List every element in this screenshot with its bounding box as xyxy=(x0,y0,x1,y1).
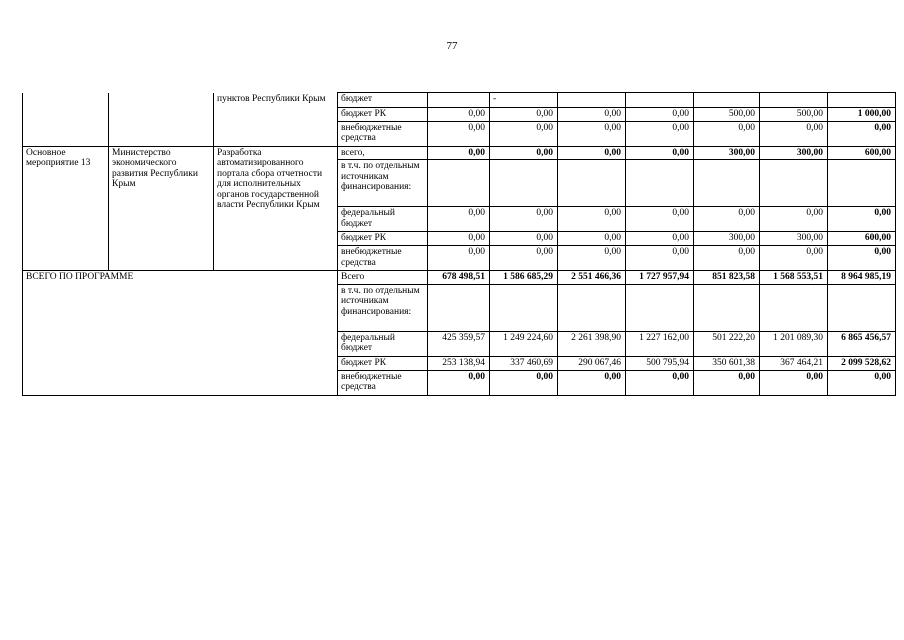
value-cell: 290 067,46 xyxy=(558,356,626,370)
value-cell xyxy=(828,93,896,108)
value-cell: 0,00 xyxy=(828,207,896,232)
measure-title: Основное мероприятие 13 xyxy=(23,146,109,271)
value-cell: 1 727 957,94 xyxy=(626,271,694,285)
value-cell: 0,00 xyxy=(490,121,558,146)
source-cell: федеральный бюджет xyxy=(338,207,428,232)
value-cell: 0,00 xyxy=(828,246,896,271)
value-cell: 0,00 xyxy=(626,246,694,271)
value-cell: 367 464,21 xyxy=(760,356,828,370)
value-cell: 0,00 xyxy=(558,370,626,395)
table-row xyxy=(23,93,896,108)
value-cell: 0,00 xyxy=(694,207,760,232)
value-cell: 0,00 xyxy=(558,121,626,146)
value-cell xyxy=(428,160,490,207)
value-cell xyxy=(490,160,558,207)
value-cell xyxy=(694,93,760,108)
value-cell: 300,00 xyxy=(694,232,760,246)
value-cell: 2 261 398,90 xyxy=(558,331,626,356)
value-cell: 0,00 xyxy=(558,232,626,246)
value-cell: 600,00 xyxy=(828,146,896,160)
value-cell: 253 138,94 xyxy=(428,356,490,370)
value-cell xyxy=(760,93,828,108)
value-cell: 0,00 xyxy=(490,232,558,246)
budget-table-body xyxy=(23,93,896,396)
value-cell: 337 460,69 xyxy=(490,356,558,370)
value-cell: 1 000,00 xyxy=(828,108,896,122)
value-cell: 0,00 xyxy=(490,146,558,160)
source-cell: бюджет РК xyxy=(338,356,428,370)
value-cell xyxy=(558,93,626,108)
total-title: ВСЕГО ПО ПРОГРАММЕ xyxy=(23,271,338,396)
value-cell: 0,00 xyxy=(694,370,760,395)
value-cell: 0,00 xyxy=(760,207,828,232)
value-cell: 0,00 xyxy=(626,146,694,160)
value-cell: 0,00 xyxy=(428,146,490,160)
value-cell: 0,00 xyxy=(626,108,694,122)
value-cell xyxy=(828,284,896,331)
source-cell: внебюджетные средства xyxy=(338,370,428,395)
value-cell: 1 568 553,51 xyxy=(760,271,828,285)
value-cell: 0,00 xyxy=(558,146,626,160)
value-cell: 0,00 xyxy=(626,121,694,146)
value-cell: 0,00 xyxy=(626,232,694,246)
value-cell: 0,00 xyxy=(428,246,490,271)
value-cell: 500 795,94 xyxy=(626,356,694,370)
value-cell xyxy=(626,160,694,207)
value-cell xyxy=(490,284,558,331)
value-cell: 500,00 xyxy=(760,108,828,122)
value-cell: 501 222,20 xyxy=(694,331,760,356)
value-cell xyxy=(694,284,760,331)
value-cell xyxy=(428,93,490,108)
value-cell xyxy=(428,284,490,331)
value-cell: 0,00 xyxy=(490,246,558,271)
value-cell: 0,00 xyxy=(428,370,490,395)
source-cell: Всего xyxy=(338,271,428,285)
value-cell: 1 227 162,00 xyxy=(626,331,694,356)
value-cell: 0,00 xyxy=(490,207,558,232)
source-cell: внебюджетные средства xyxy=(338,121,428,146)
value-cell: 0,00 xyxy=(626,370,694,395)
budget-table xyxy=(22,92,896,396)
value-cell: 0,00 xyxy=(558,108,626,122)
value-cell: 0,00 xyxy=(428,108,490,122)
page-number: 77 xyxy=(446,40,458,52)
value-cell: 300,00 xyxy=(694,146,760,160)
value-cell: 1 201 089,30 xyxy=(760,331,828,356)
value-cell xyxy=(558,284,626,331)
executor-cell-empty xyxy=(109,93,214,147)
measure-name: Разработка автоматизированного портала сбора отчетности для исполнительных органов государственной власти Республики Крым xyxy=(214,146,338,271)
value-cell: 1 586 685,29 xyxy=(490,271,558,285)
value-cell xyxy=(760,160,828,207)
value-cell xyxy=(626,93,694,108)
source-cell: в т.ч. по отдельным источникам финансирования: xyxy=(338,160,428,207)
source-cell: бюджет xyxy=(338,93,428,108)
value-cell: 2 099 528,62 xyxy=(828,356,896,370)
value-cell: 300,00 xyxy=(760,232,828,246)
value-cell xyxy=(558,160,626,207)
value-cell xyxy=(694,160,760,207)
value-cell xyxy=(828,160,896,207)
value-cell: 0,00 xyxy=(760,370,828,395)
value-cell: 0,00 xyxy=(558,207,626,232)
value-cell: 851 823,58 xyxy=(694,271,760,285)
value-cell: 0,00 xyxy=(760,121,828,146)
value-cell: 300,00 xyxy=(760,146,828,160)
measure-name: пунктов Республики Крым xyxy=(214,93,338,147)
value-cell xyxy=(760,284,828,331)
value-cell: 8 964 985,19 xyxy=(828,271,896,285)
value-cell: 0,00 xyxy=(828,121,896,146)
source-cell: всего, xyxy=(338,146,428,160)
value-cell: - xyxy=(490,93,558,108)
executor-name: Министерство экономического развития Республики Крым xyxy=(109,146,214,271)
value-cell: 0,00 xyxy=(428,232,490,246)
value-cell: 350 601,38 xyxy=(694,356,760,370)
measure-cell-empty xyxy=(23,93,109,147)
value-cell: 600,00 xyxy=(828,232,896,246)
value-cell: 0,00 xyxy=(428,121,490,146)
value-cell: 1 249 224,60 xyxy=(490,331,558,356)
value-cell: 2 551 466,36 xyxy=(558,271,626,285)
source-cell: бюджет РК xyxy=(338,108,428,122)
value-cell: 0,00 xyxy=(558,246,626,271)
value-cell: 425 359,57 xyxy=(428,331,490,356)
value-cell: 0,00 xyxy=(626,207,694,232)
value-cell: 0,00 xyxy=(694,246,760,271)
value-cell: 0,00 xyxy=(694,121,760,146)
source-cell: в т.ч. по отдельным источникам финансирования: xyxy=(338,284,428,331)
value-cell: 500,00 xyxy=(694,108,760,122)
value-cell: 678 498,51 xyxy=(428,271,490,285)
table-row xyxy=(23,271,896,285)
source-cell: внебюджетные средства xyxy=(338,246,428,271)
value-cell: 0,00 xyxy=(490,370,558,395)
source-cell: бюджет РК xyxy=(338,232,428,246)
table-row xyxy=(23,146,896,160)
source-cell: федеральный бюджет xyxy=(338,331,428,356)
value-cell: 6 865 456,57 xyxy=(828,331,896,356)
value-cell: 0,00 xyxy=(828,370,896,395)
value-cell: 0,00 xyxy=(428,207,490,232)
value-cell: 0,00 xyxy=(760,246,828,271)
value-cell xyxy=(626,284,694,331)
value-cell: 0,00 xyxy=(490,108,558,122)
